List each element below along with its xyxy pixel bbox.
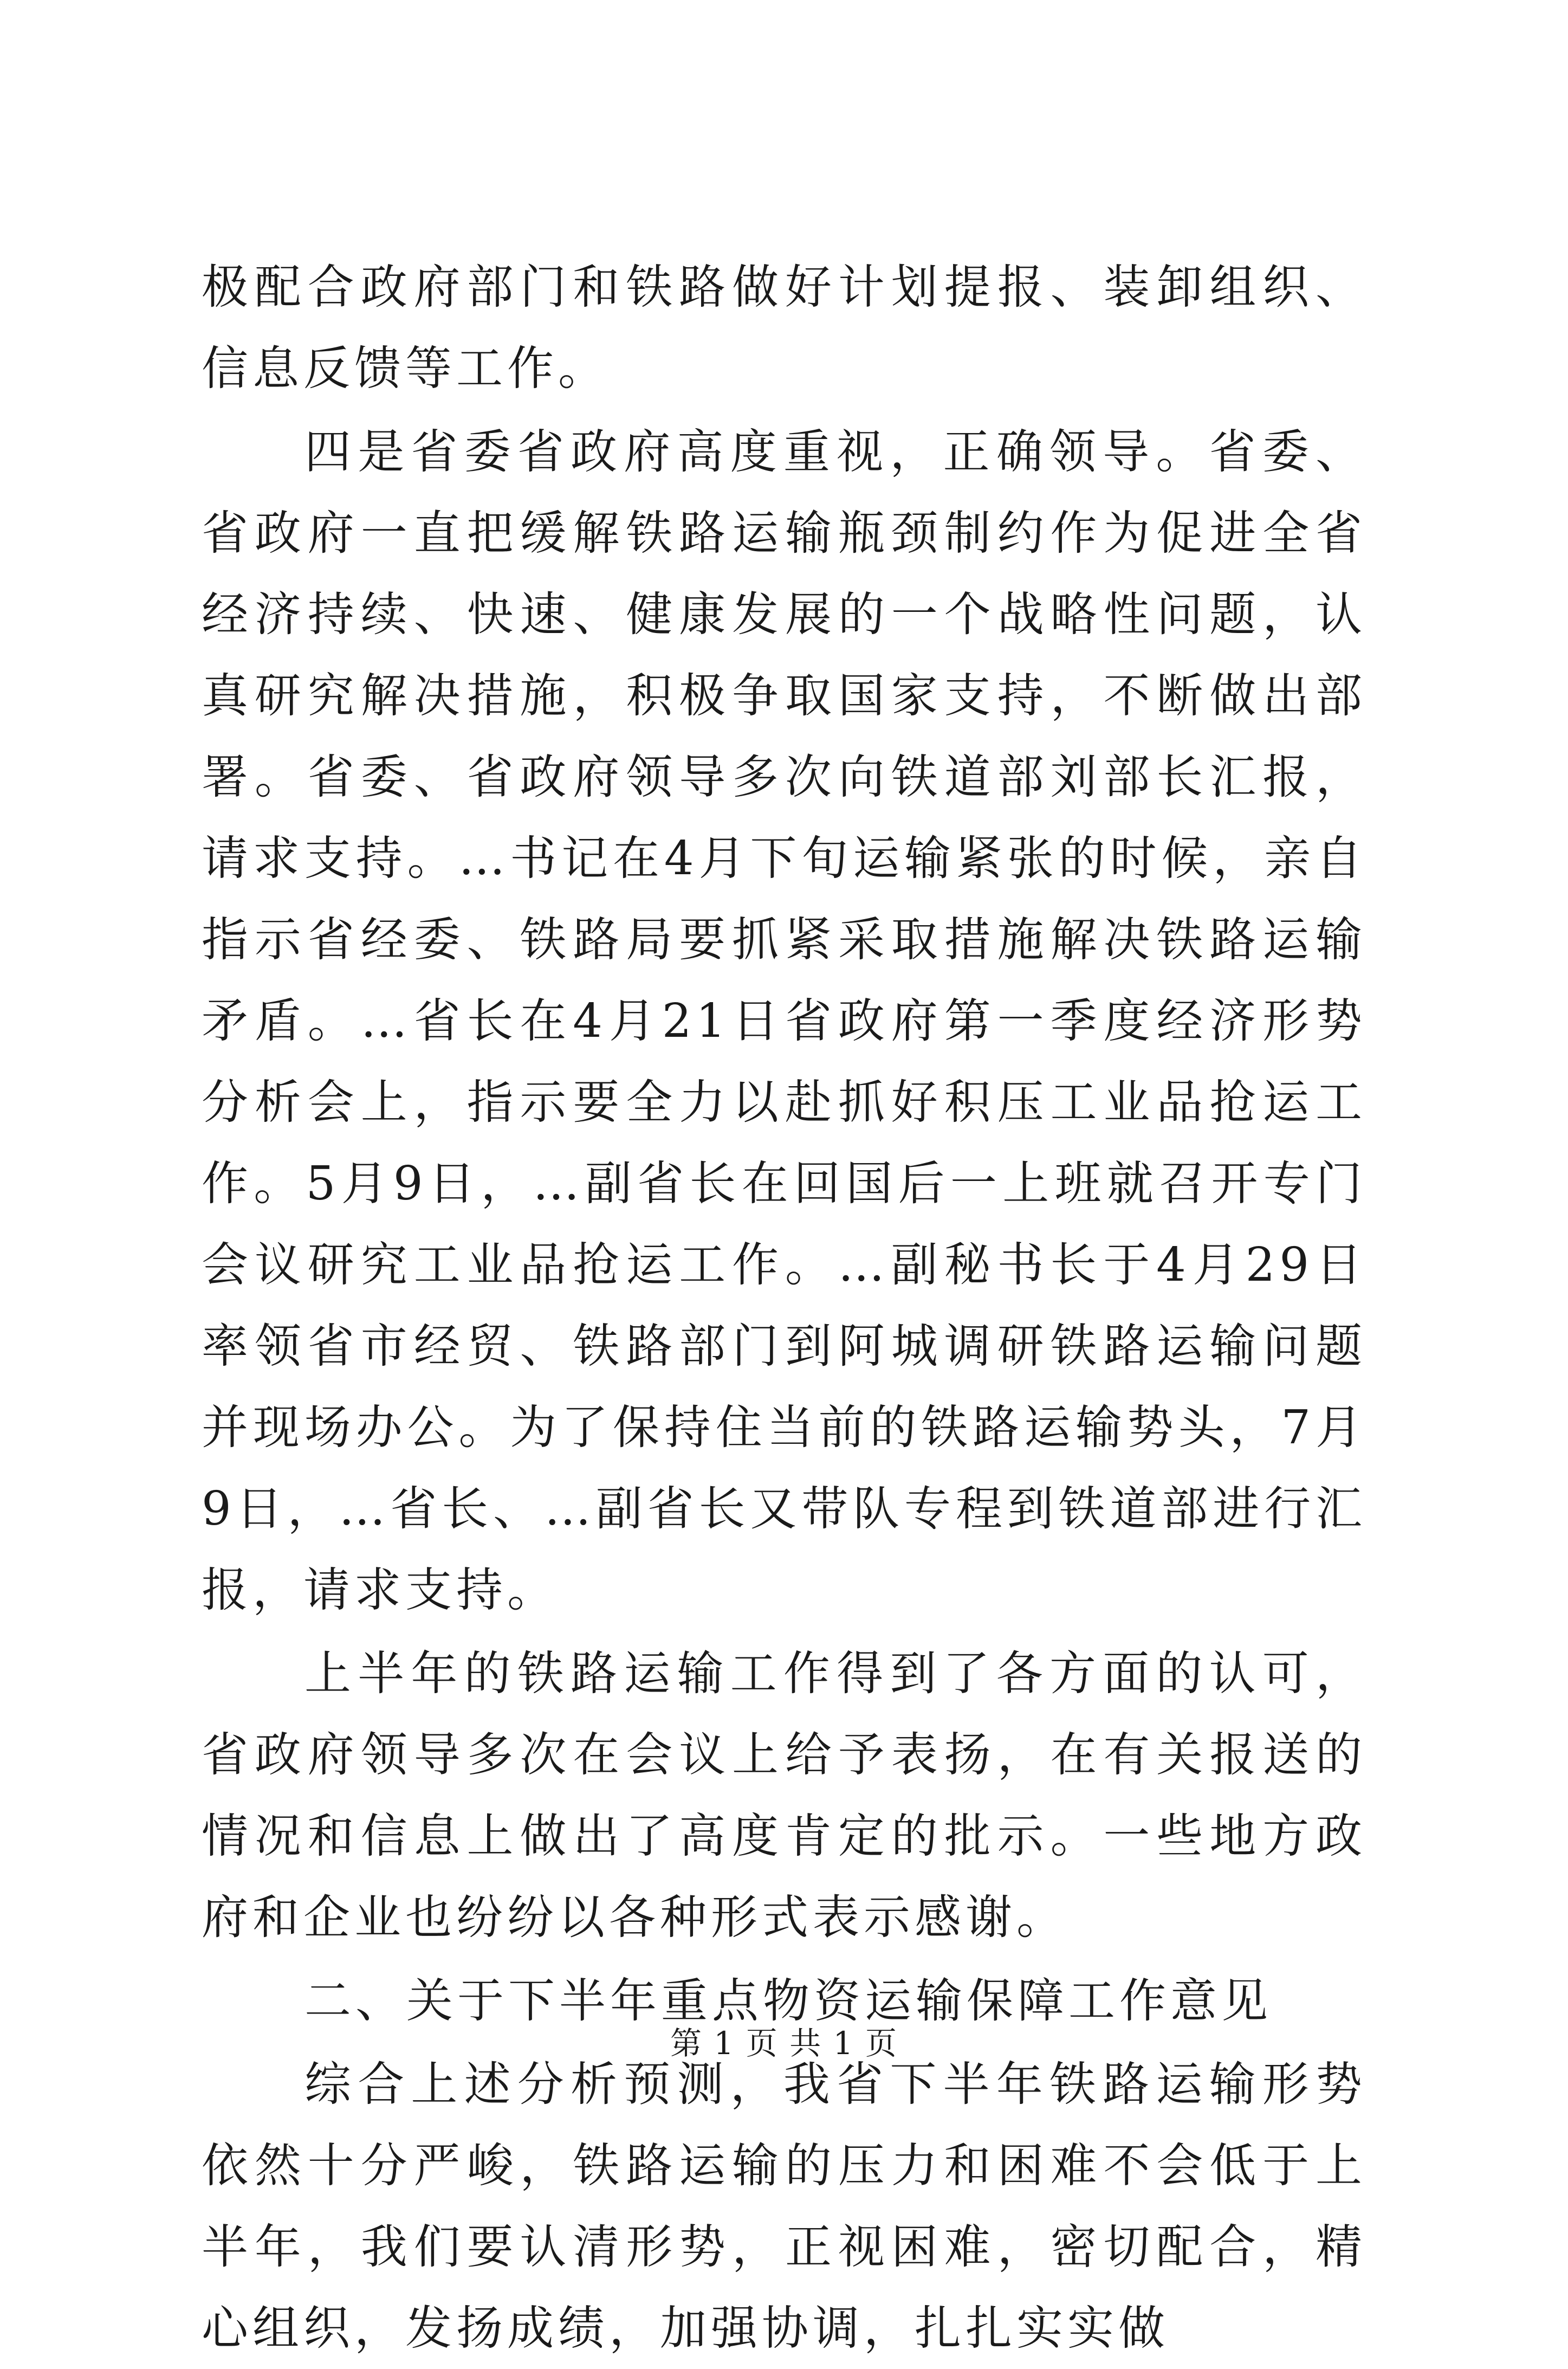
paragraph-continuation: 极配合政府部门和铁路做好计划提报、装卸组织、信息反馈等工作。 [202, 260, 1366, 396]
paragraph-leadership: 四是省委省政府高度重视，正确领导。省委、省政府一直把缓解铁路运输瓶颈制约作为促进全省经济持续、快速、健康发展的一个战略性问题，认真研究解决措施，积极争取国家支持，不断做出部署。省委、省政府领导多次向铁道部刘部长汇报，请求支持。…书记在4月下旬运输紧张的时候，亲自指示省经委、铁路局要抓紧采取措施解决铁路运输矛盾。…省长在4月21日省政府第一季度经济形势分析会上，指示要全力以赴抓好积压工业品抢运工作。5月9日，…副省长在回国后一上班就召开专门会议研究工业品抢运工作。…副秘书长于4月29日率领省市经贸、铁路部门到阿城调研铁路运输问题并现场办公。为了保持住当前的铁路运输势头，7月9日，…省长、…副省长又带队专程到铁道部进行汇报，请求支持。 [202, 425, 1366, 1617]
paragraph-outlook: 综合上述分析预测，我省下半年铁路运输形势依然十分严峻，铁路运输的压力和困难不会低于上半年，我们要认清形势，正视困难，密切配合，精心组织，发扬成绩，加强协调，扎扎实实做 [202, 2057, 1366, 2355]
section-heading: 二、关于下半年重点物资运输保障工作意见 [304, 1974, 1272, 2028]
paragraph-recognition: 上半年的铁路运输工作得到了各方面的认可，省政府领导多次在会议上给予表扬，在有关报送的情况和信息上做出了高度肯定的批示。一些地方政府和企业也纷纷以各种形式表示感谢。 [202, 1647, 1366, 1945]
page-footer: 第 1 页 共 1 页 [670, 2025, 898, 2062]
